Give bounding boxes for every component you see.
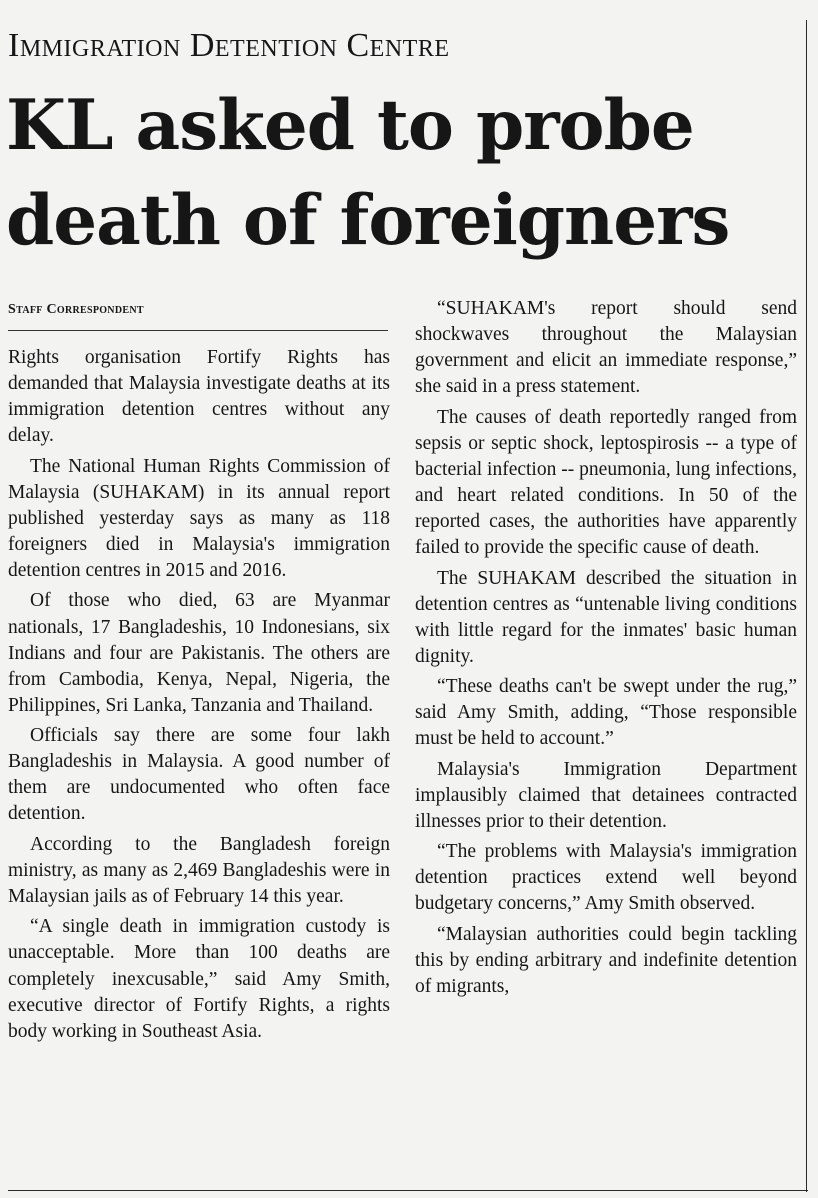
paragraph: “The problems with Malaysia's immigration detention practices extend well beyond budgetary concerns,” Amy Smith observed. <box>415 841 797 915</box>
paragraph: According to the Bangladesh foreign ministry, as many as 2,469 Bangladeshis were in Malaysian jails as of February 14 this year. <box>8 833 390 907</box>
byline: Staff Correspondent <box>8 302 144 317</box>
paragraph: Officials say there are some four lakh Bangladeshis in Malaysia. A good number of them are undocumented who often face detention. <box>8 725 390 825</box>
headline: KL asked to probe death of foreigners <box>6 85 730 261</box>
byline-divider <box>8 330 388 331</box>
paragraph: Malaysia's Immigration Department implausibly claimed that detainees contracted illnesses prior to their detention. <box>415 758 797 832</box>
paragraph: Of those who died, 63 are Myanmar nationals, 17 Bangladeshis, 10 Indonesians, six Indians and four are Pakistanis. The others are from Cambodia, Kenya, Nepal, Nigeria, the Philippines, Sri Lanka, Tanzania and Thailand. <box>8 590 390 716</box>
paragraph: “These deaths can't be swept under the rug,” said Amy Smith, adding, “Those responsible must be held to account.” <box>415 676 797 750</box>
column-border-right <box>806 20 807 1192</box>
paragraph: “Malaysian authorities could begin tackling this by ending arbitrary and indefinite detention of migrants, <box>415 923 797 998</box>
section-kicker: Immigration Detention Centre <box>8 27 450 64</box>
paragraph: “A single death in immigration custody is unacceptable. More than 100 deaths are completely inexcusable,” said Amy Smith, executive director of Fortify Rights, a rights body working in Southeast Asia. <box>8 916 390 1042</box>
paragraph: “SUHAKAM's report should send shockwaves throughout the Malaysian government and elicit an immediate response,” she said in a press statement. <box>415 298 797 398</box>
article-column-left <box>8 345 390 1049</box>
paragraph: Rights organisation Fortify Rights has demanded that Malaysia investigate deaths at its immigration detention centres without any delay. <box>8 347 390 447</box>
paragraph: The National Human Rights Commission of Malaysia (SUHAKAM) in its annual report published yesterday says as many as 118 foreigners died in Malaysia's immigration detention centres in 2015 and 2016. <box>8 455 390 582</box>
article-column-right <box>415 296 797 1004</box>
page-border-bottom <box>8 1190 808 1191</box>
paragraph: The causes of death reportedly ranged from sepsis or septic shock, leptospirosis -- a type of bacterial infection -- pneumonia, lung infections, and heart related conditions. In 50 of the reported cases, the authorities have apparently failed to provide the specific cause of death. <box>415 406 797 559</box>
paragraph: The SUHAKAM described the situation in detention centres as “untenable living conditions with little regard for the inmates' basic human dignity. <box>415 567 797 667</box>
